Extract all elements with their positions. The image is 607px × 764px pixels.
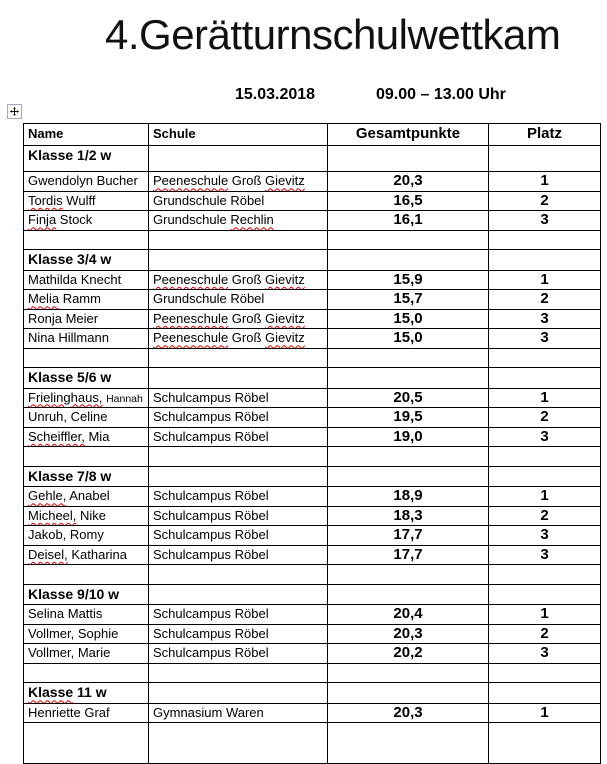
word: Groß [228,173,266,189]
school-cell[interactable] [149,545,328,565]
class-section-row [24,250,601,271]
word: Nike [76,507,107,523]
word: Schulcampus Röbel [153,625,269,641]
result-row [24,487,601,507]
column-header-gesamtpunkte[interactable]: Gesamtpunkte [328,124,489,146]
class-section-label-cell[interactable] [24,145,149,172]
empty-cell[interactable] [149,368,328,389]
word: Unruh, Celine [28,409,108,425]
points-cell[interactable]: 19,5 [328,408,489,428]
result-row [24,329,601,349]
school-cell[interactable] [149,329,328,349]
name-cell[interactable] [24,309,149,329]
school-cell[interactable] [149,624,328,644]
class-section-label-cell[interactable] [24,368,149,389]
word: Groß [228,330,266,346]
name-cell[interactable] [24,270,149,290]
spacer-row [24,663,601,683]
result-row [24,191,601,211]
empty-cell[interactable] [24,230,149,250]
empty-cell[interactable] [328,447,489,467]
results-table-body [24,145,601,764]
place-cell[interactable]: 3 [489,211,601,231]
points-cell[interactable]: 17,7 [328,545,489,565]
column-header-platz[interactable]: Platz [489,124,601,146]
points-cell[interactable]: 19,0 [328,427,489,447]
empty-cell[interactable] [489,447,601,467]
empty-cell[interactable] [328,565,489,585]
school-cell[interactable] [149,191,328,211]
empty-cell[interactable] [149,145,328,172]
word: Ramm [59,291,101,307]
empty-cell[interactable] [328,230,489,250]
result-row [24,624,601,644]
misspelled-word: Scheiffler, [28,428,85,444]
misspelled-word: Peeneschule [153,271,229,287]
empty-cell[interactable] [149,723,328,764]
misspelled-word: Deisel, [28,546,68,562]
empty-cell[interactable] [489,723,601,764]
word: Gwendolyn Bucher [28,173,138,189]
spacer-row [24,723,601,764]
event-date: 15.03.2018 [235,86,316,103]
word: Groß [228,271,266,287]
name-cell[interactable] [24,211,149,231]
word: Grundschule Röbel [153,192,265,208]
word: Grundschule Röbel [153,291,265,307]
result-row [24,211,601,231]
empty-cell[interactable] [24,565,149,585]
place-cell[interactable]: 2 [489,191,601,211]
points-cell[interactable]: 15,9 [328,270,489,290]
empty-cell[interactable] [328,368,489,389]
word: Jakob, Romy [28,527,104,543]
points-cell[interactable]: 20,2 [328,644,489,664]
word: Vollmer, Sophie [28,625,119,641]
empty-cell[interactable] [149,250,328,271]
empty-cell[interactable] [149,466,328,487]
empty-cell[interactable] [24,348,149,368]
points-cell[interactable]: 16,5 [328,191,489,211]
school-cell[interactable] [149,506,328,526]
place-cell[interactable]: 1 [489,487,601,507]
empty-cell[interactable] [328,466,489,487]
misspelled-word: Peeneschule [153,310,229,326]
misspelled-word: Rechlin [230,212,274,228]
class-section-row [24,368,601,389]
place-cell[interactable]: 3 [489,329,601,349]
name-cell[interactable] [24,408,149,428]
word: Hannah [106,392,143,405]
word: Katharina [67,546,128,562]
four-way-move-arrow-icon [10,107,19,116]
word: Mathilda Knecht [28,271,122,287]
empty-cell[interactable] [149,663,328,683]
result-row [24,526,601,546]
word: Schulcampus Röbel [153,645,269,661]
empty-cell[interactable] [328,683,489,704]
word: 11 w [73,684,107,701]
misspelled-word: Micheel, [28,507,77,523]
name-cell[interactable] [24,605,149,625]
school-cell[interactable] [149,427,328,447]
result-row [24,545,601,565]
spacer-row [24,565,601,585]
name-cell[interactable] [24,526,149,546]
school-cell[interactable] [149,172,328,192]
name-cell[interactable] [24,487,149,507]
misspelled-word: Peeneschule [153,173,229,189]
points-cell[interactable]: 15,7 [328,290,489,310]
empty-cell[interactable] [328,145,489,172]
class-section-label-cell[interactable] [24,683,149,704]
table-move-handle[interactable] [7,104,22,119]
misspelled-word: Gievitz [265,330,305,346]
spacer-row [24,447,601,467]
result-row [24,290,601,310]
place-cell[interactable]: 3 [489,427,601,447]
misspelled-word: Finja [28,212,57,228]
empty-cell[interactable] [149,348,328,368]
word: Klasse 9/10 w [28,585,120,602]
name-cell[interactable] [24,172,149,192]
word: Klasse 7/8 w [28,467,112,484]
place-cell[interactable]: 1 [489,388,601,408]
empty-cell[interactable] [149,584,328,605]
place-cell[interactable]: 3 [489,309,601,329]
empty-cell[interactable] [149,683,328,704]
school-cell[interactable] [149,605,328,625]
points-cell[interactable]: 17,7 [328,526,489,546]
empty-cell[interactable] [149,447,328,467]
word: Anabel [66,488,110,504]
result-row [24,408,601,428]
place-cell[interactable]: 2 [489,624,601,644]
school-cell[interactable] [149,703,328,723]
misspelled-word: Peeneschule [153,330,229,346]
name-cell[interactable] [24,624,149,644]
place-cell[interactable]: 1 [489,270,601,290]
result-row [24,605,601,625]
name-cell[interactable] [24,644,149,664]
event-time: 09.00 – 13.00 Uhr [376,86,506,103]
points-cell[interactable]: 20,4 [328,605,489,625]
word: Mia [84,428,110,444]
document-title[interactable]: 4.Gerätturnschulwettkam [105,11,561,58]
empty-cell[interactable] [489,250,601,271]
word: Grundschule [153,212,231,228]
result-row [24,309,601,329]
empty-cell[interactable] [328,584,489,605]
word: Schulcampus Röbel [153,546,269,562]
column-header-name[interactable]: Name [24,124,149,146]
name-cell[interactable] [24,191,149,211]
name-cell[interactable] [24,329,149,349]
place-cell[interactable]: 3 [489,644,601,664]
school-cell[interactable] [149,270,328,290]
name-cell[interactable] [24,506,149,526]
points-cell[interactable]: 18,9 [328,487,489,507]
empty-cell[interactable] [24,723,149,764]
points-cell[interactable]: 15,0 [328,309,489,329]
result-row [24,506,601,526]
column-header-schule[interactable]: Schule [149,124,328,146]
class-section-label-cell[interactable] [24,584,149,605]
empty-cell[interactable] [489,466,601,487]
result-row [24,644,601,664]
word: Nina Hillmann [28,330,109,346]
word: Schulcampus Röbel [153,488,269,504]
place-cell[interactable]: 1 [489,703,601,723]
empty-cell[interactable] [489,145,601,172]
word: Schulcampus Röbel [153,606,269,622]
empty-cell[interactable] [489,565,601,585]
word: Schulcampus Röbel [153,507,269,523]
class-section-row [24,683,601,704]
word: Stock [56,212,93,228]
empty-cell[interactable] [24,447,149,467]
school-cell[interactable] [149,211,328,231]
place-cell[interactable]: 3 [489,545,601,565]
school-cell[interactable] [149,388,328,408]
misspelled-word: Gievitz [265,173,305,189]
empty-cell[interactable] [328,348,489,368]
word: Ronja Meier [28,310,99,326]
class-section-row [24,584,601,605]
word: Schulcampus Röbel [153,527,269,543]
word: Selina Mattis [28,606,103,622]
class-section-row [24,145,601,172]
misspelled-word: Melia [28,291,60,307]
school-cell[interactable] [149,526,328,546]
word: Schulcampus Röbel [153,428,269,444]
empty-cell[interactable] [328,663,489,683]
name-cell[interactable] [24,703,149,723]
misspelled-word: Gehle, [28,488,67,504]
points-cell[interactable]: 20,5 [328,388,489,408]
empty-cell[interactable] [489,368,601,389]
results-table [23,123,601,764]
empty-cell[interactable] [149,230,328,250]
word: Wulff [62,192,96,208]
name-cell[interactable] [24,427,149,447]
place-cell[interactable]: 2 [489,408,601,428]
points-cell[interactable]: 20,3 [328,624,489,644]
table-header-row [24,124,601,146]
empty-cell[interactable] [328,723,489,764]
empty-cell[interactable] [24,663,149,683]
word: Groß [228,310,266,326]
word: Henriette Graf [28,704,110,720]
misspelled-word: Gievitz [265,271,305,287]
school-cell[interactable] [149,644,328,664]
name-cell[interactable] [24,290,149,310]
class-section-label-cell[interactable] [24,250,149,271]
empty-cell[interactable] [489,683,601,704]
school-cell[interactable] [149,487,328,507]
school-cell[interactable] [149,290,328,310]
spacer-row [24,348,601,368]
empty-cell[interactable] [489,230,601,250]
word: Schulcampus Röbel [153,389,269,405]
misspelled-word: Gievitz [265,310,305,326]
school-cell[interactable] [149,408,328,428]
word: Klasse 1/2 w [28,146,112,163]
points-cell[interactable]: 15,0 [328,329,489,349]
name-cell[interactable] [24,388,149,408]
event-datetime-line[interactable] [0,86,607,108]
word: Schulcampus Röbel [153,409,269,425]
points-cell[interactable]: 16,1 [328,211,489,231]
class-section-label-cell[interactable] [24,466,149,487]
class-section-row [24,466,601,487]
word: Gymnasium Waren [153,704,264,720]
points-cell[interactable]: 18,3 [328,506,489,526]
place-cell[interactable]: 1 [489,605,601,625]
word: Klasse 3/4 w [28,251,112,268]
result-row [24,388,601,408]
empty-cell[interactable] [328,250,489,271]
spacer-row [24,230,601,250]
points-cell[interactable]: 20,3 [328,703,489,723]
place-cell[interactable]: 2 [489,290,601,310]
school-cell[interactable] [149,309,328,329]
empty-cell[interactable] [489,584,601,605]
empty-cell[interactable] [489,663,601,683]
place-cell[interactable]: 3 [489,526,601,546]
word: Vollmer, Marie [28,645,111,661]
result-row [24,270,601,290]
empty-cell[interactable] [489,348,601,368]
points-cell[interactable]: 20,3 [328,172,489,192]
misspelled-word: Frielinghaus, [28,389,103,405]
misspelled-word: Tordis [28,192,63,208]
place-cell[interactable]: 2 [489,506,601,526]
result-row [24,427,601,447]
name-cell[interactable] [24,545,149,565]
result-row [24,703,601,723]
misspelled-word: Klasse [28,684,74,701]
empty-cell[interactable] [149,565,328,585]
place-cell[interactable]: 1 [489,172,601,192]
word: Klasse 5/6 w [28,369,112,386]
result-row [24,172,601,192]
